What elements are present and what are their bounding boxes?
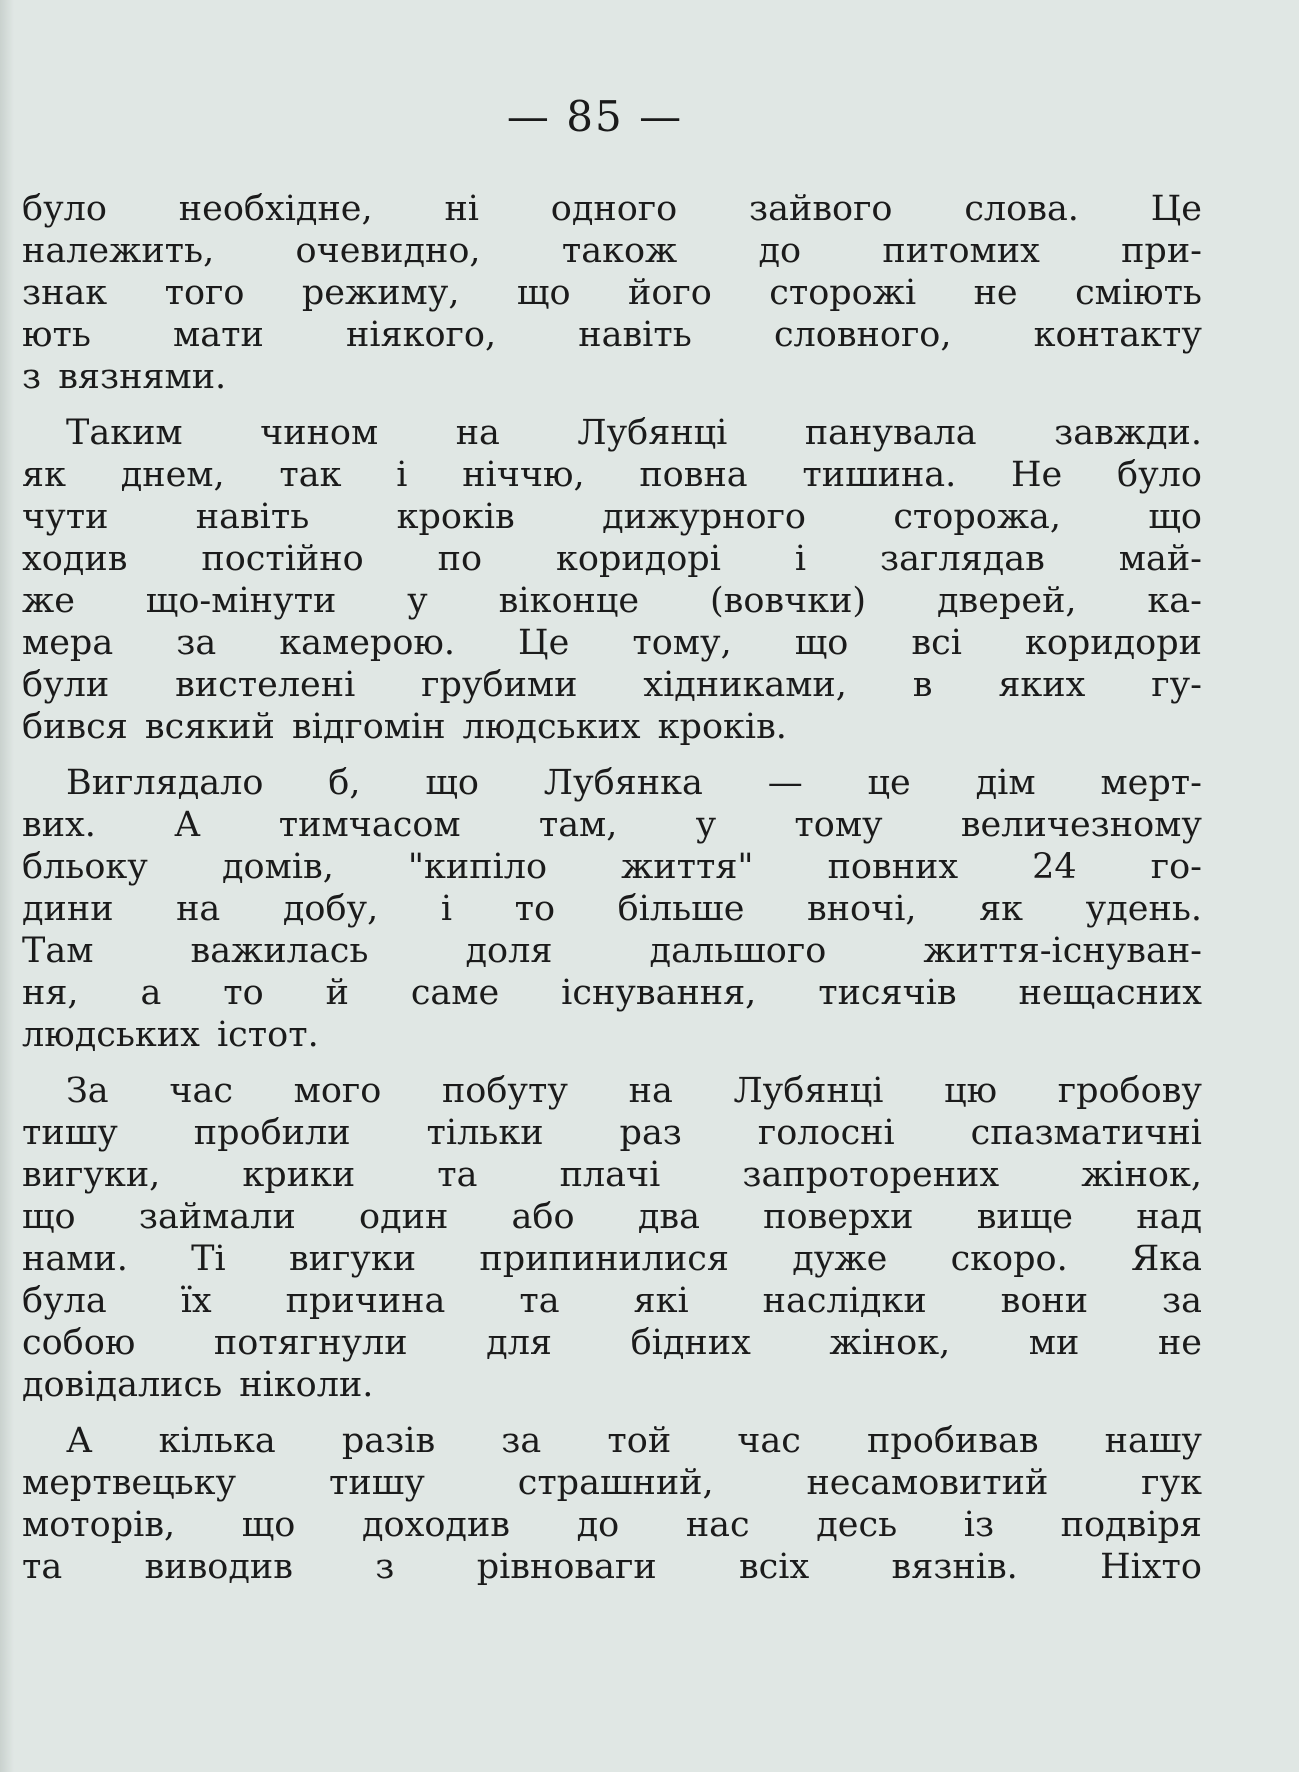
text-line: що займали один або два поверхи вище над — [22, 1197, 1202, 1237]
body-text — [22, 188, 1202, 1602]
text-line: вигуки, крики та плачі запроторених жінок, — [22, 1155, 1202, 1195]
text-line: собою потягнули для бідних жінок, ми не — [22, 1323, 1202, 1363]
page-number: — 85 — — [506, 92, 684, 141]
text-line: вих. А тимчасом там, у тому величезному — [22, 805, 1202, 845]
text-line: знак того режиму, що його сторожі не сміють — [22, 273, 1202, 313]
text-line: бився всякий відгомін людських кроків. — [22, 707, 787, 747]
text-line: мера за камерою. Це тому, що всі коридори — [22, 623, 1202, 663]
text-line: За час мого побуту на Лубянці цю гробову — [66, 1071, 1202, 1111]
text-line: та виводив з рівноваги всіх вязнів. Ніхто — [22, 1547, 1202, 1587]
text-line: Там важилась доля дальшого життя-існуван- — [22, 931, 1202, 971]
text-line: довідались ніколи. — [22, 1365, 374, 1405]
text-line: ють мати ніякого, навіть словного, контакту — [22, 315, 1202, 355]
text-line: Виглядало б, що Лубянка — це дім мерт- — [66, 763, 1202, 803]
text-line: з вязнями. — [22, 357, 227, 397]
text-line: А кілька разів за той час пробивав нашу — [66, 1421, 1202, 1461]
text-line: моторів, що доходив до нас десь із подвіря — [22, 1505, 1202, 1545]
text-line: людських істот. — [22, 1015, 319, 1055]
text-line: дини на добу, і то більше вночі, як удень. — [22, 889, 1202, 929]
paragraph — [22, 762, 1202, 1056]
text-line: була їх причина та які наслідки вони за — [22, 1281, 1202, 1321]
text-line: належить, очевидно, також до питомих при- — [22, 231, 1202, 271]
text-line: було необхідне, ні одного зайвого слова. Це — [22, 189, 1202, 229]
text-line: бльоку домів, "кипіло життя" повних 24 го- — [22, 847, 1202, 887]
paragraph — [22, 1070, 1202, 1406]
paragraph — [22, 188, 1202, 398]
text-line: як днем, так і ніччю, повна тишина. Не було — [22, 455, 1202, 495]
paragraph — [22, 1420, 1202, 1588]
text-line: були вистелені грубими хідниками, в яких гу- — [22, 665, 1202, 705]
text-line: мертвецьку тишу страшний, несамовитий гук — [22, 1463, 1202, 1503]
paragraph — [22, 412, 1202, 748]
text-line: же що-мінути у віконце (вовчки) дверей, ка- — [22, 581, 1202, 621]
text-line: Таким чином на Лубянці панувала завжди. — [66, 413, 1202, 453]
binding-edge — [0, 0, 14, 1772]
text-line: тишу пробили тільки раз голосні спазматичні — [22, 1113, 1202, 1153]
text-line: ходив постійно по коридорі і заглядав май- — [22, 539, 1202, 579]
text-line: чути навіть кроків дижурного сторожа, що — [22, 497, 1202, 537]
text-line: ня, а то й саме існування, тисячів нещасних — [22, 973, 1202, 1013]
text-line: нами. Ті вигуки припинилися дуже скоро. Яка — [22, 1239, 1202, 1279]
